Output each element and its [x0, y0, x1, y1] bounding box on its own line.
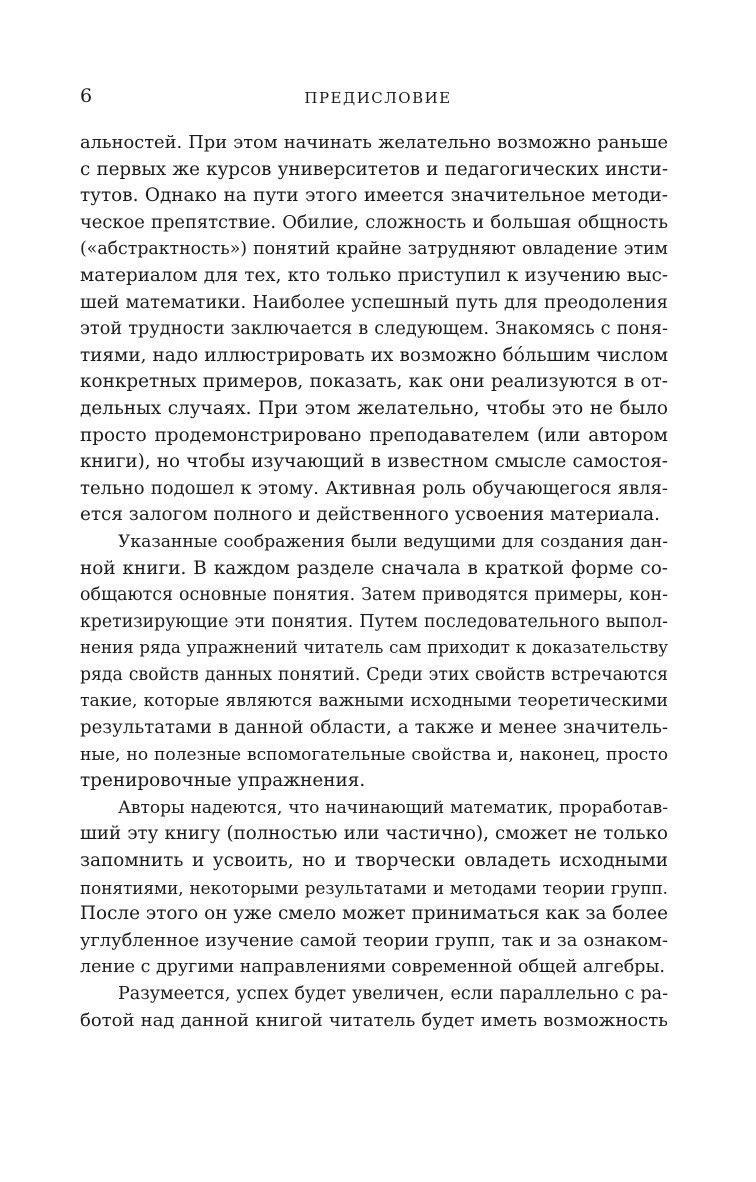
text-line: общаются основные понятия. Затем приводятся примеры, кон-: [80, 585, 668, 606]
text-line: ется залогом полного и действенного усвоения материала.: [80, 504, 660, 526]
text-line: («абстрактность») понятий крайне затрудняют овладение этим: [80, 239, 668, 260]
text-line: ший эту книгу (полностью или частично), сможет не только: [80, 823, 668, 845]
paragraph-3: [80, 795, 668, 981]
text-line: ряда свойств данных понятий. Среди этих свойств встречаются: [80, 664, 668, 685]
page-number: 6: [80, 85, 93, 107]
body-text: [80, 130, 668, 1034]
paragraph-4: [80, 981, 668, 1034]
text-line: После этого он уже смело может приниматься как за более: [80, 903, 668, 925]
text-line: ной книги. В каждом разделе сначала в краткой форме со-: [80, 557, 668, 579]
text-line: тельно подошел к этому. Активная роль обучающегося явля-: [80, 477, 668, 499]
text-line: альностей. При этом начинать желательно возможно раньше: [80, 132, 668, 153]
text-line: запомнить и усвоить, но и творчески овладеть исходными: [80, 850, 668, 872]
text-line: такие, которые являются важными исходными теоретическими: [80, 691, 668, 712]
text-line: книги), но чтобы изучающий в известном смысле самостоя-: [80, 451, 668, 473]
text-line: Указанные соображения были ведущими для создания дан-: [118, 531, 668, 552]
text-line: конкретных примеров, показать, как они реализуются в от-: [80, 371, 668, 393]
text-line: этой трудности заключается в следующем. Знакомясь с поня-: [80, 319, 668, 340]
text-line: тренировочные упражнения.: [80, 770, 366, 792]
text-line: нения ряда упражнений читатель сам приходит к доказательству: [80, 638, 668, 658]
text-line: материалом для тех, кто только приступил к изучению выс-: [80, 264, 668, 286]
paragraph-1: [80, 130, 668, 529]
text-line: просто продемонстрировано преподавателем (или автором: [80, 424, 668, 446]
text-line: Авторы надеются, что начинающий математик, проработав-: [118, 797, 668, 818]
text-line: с первых же курсов университетов и педагогических инсти-: [80, 158, 668, 180]
running-head: ПРЕДИСЛОВИЕ: [304, 89, 452, 107]
text-line: тиями, надо иллюстрировать их возможно бо́льшим числом: [80, 344, 668, 366]
text-line: ление с другими направлениями современной общей алгебры.: [80, 957, 665, 978]
text-line: тутов. Однако на пути этого имеется значительное методи-: [80, 185, 668, 207]
text-line: углубленное изучение самой теории групп, так и за ознаком-: [80, 929, 668, 951]
paragraph-2: [80, 529, 668, 795]
text-line: дельных случаях. При этом желательно, чтобы это не было: [80, 397, 668, 419]
text-line: Разумеется, успех будет увеличен, если параллельно с ра-: [118, 984, 668, 1004]
text-line: результатами в данной области, а также и менее значитель-: [80, 717, 668, 739]
text-line: понятиями, некоторыми результатами и методами теории групп.: [80, 877, 668, 898]
text-line: шей математики. Наиболее успешный путь для преодоления: [80, 291, 668, 313]
text-line: кретизирующие эти понятия. Путем последовательного выпол-: [80, 611, 668, 632]
text-line: ботой над данной книгой читатель будет иметь возможность: [80, 1009, 668, 1031]
text-line: ческое препятствие. Обилие, сложность и большая общность: [80, 211, 668, 233]
text-line: ные, но полезные вспомогательные свойства и, наконец, просто: [80, 744, 668, 765]
